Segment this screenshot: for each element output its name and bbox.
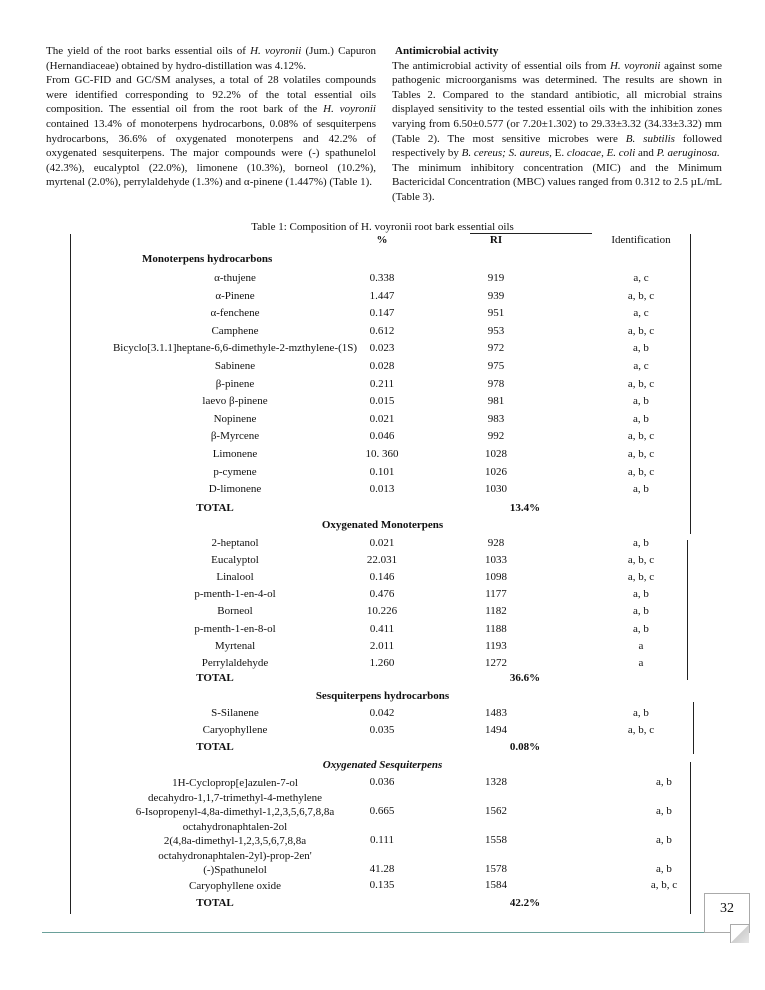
table-row: [0, 466, 765, 482]
percent-value: 0.135: [369, 879, 395, 891]
compound-name: [70, 776, 400, 805]
header-identification: Identification: [611, 234, 671, 246]
compound-name: Camphene: [211, 324, 259, 337]
table-row: [0, 623, 765, 639]
total-row: [0, 502, 765, 518]
identification-value: a, b, c: [627, 324, 655, 337]
ri-value: 1558: [485, 834, 507, 846]
identification-value: a, b: [633, 707, 649, 719]
total-row: [0, 741, 765, 757]
percent-value: 0.046: [369, 430, 395, 443]
section-oxy-sesquiterpens: Oxygenated Sesquiterpens: [322, 759, 443, 771]
table-row: [0, 395, 765, 411]
compound-name: α-Pinene: [215, 289, 255, 302]
percent-value: 0.101: [369, 465, 395, 478]
percent-value: 0.013: [369, 483, 395, 496]
table-row: [0, 272, 765, 288]
ri-value: 953: [487, 324, 505, 337]
ri-value: 978: [487, 377, 505, 390]
compound-name: laevo β-pinene: [202, 395, 268, 408]
table-row: [0, 834, 765, 864]
identification-value: a, b: [633, 342, 649, 355]
identification-value: a, c: [633, 307, 649, 320]
total-monoterpens: 13.4%: [509, 502, 541, 514]
identification-value: a, b, c: [627, 448, 655, 460]
table-row: [0, 342, 765, 358]
identification-value: a, b: [633, 395, 649, 408]
identification-value: a, b, c: [627, 724, 655, 736]
compound-name-line2: octahydronaphtalen-2ol: [182, 820, 288, 833]
percent-value: 0.042: [369, 707, 395, 719]
ri-value: 928: [487, 537, 505, 549]
compound-name-line2: decahydro-1,1,7-trimethyl-4-methylene: [147, 791, 323, 804]
page-curl-icon: [730, 924, 749, 943]
compound-name: Bicyclo[3.1.1]heptane-6,6-dimethyle-2-mzthylene-(1S): [112, 342, 358, 355]
identification-value: a: [638, 639, 644, 652]
percent-value: 0.665: [369, 805, 395, 817]
percent-value: 0.111: [370, 834, 394, 846]
percent-value: 0.411: [369, 622, 395, 635]
total-row: [0, 897, 765, 913]
percent-value: 1.260: [369, 656, 395, 669]
total-label: TOTAL: [196, 741, 234, 753]
table-row: [0, 724, 765, 740]
percent-value: 0.035: [369, 724, 395, 736]
total-label: TOTAL: [196, 897, 234, 909]
ri-value: 1182: [485, 605, 507, 618]
table-row: [0, 307, 765, 323]
compound-name: D-limonene: [208, 483, 262, 496]
compound-name: Caryophyllene: [202, 724, 268, 736]
percent-value: 0.338: [369, 272, 395, 284]
ri-value: 1193: [485, 639, 507, 652]
table-row: [0, 554, 765, 570]
identification-value: a, b: [633, 537, 649, 549]
table-header-row: [0, 234, 765, 250]
total-oxy-sesquiterpens: 42.2%: [509, 897, 541, 909]
compound-name: Nopinene: [213, 412, 257, 425]
compound-name: Borneol: [217, 605, 253, 618]
ri-value: 1030: [485, 483, 507, 496]
percent-value: 0.021: [369, 537, 395, 549]
table-row: [0, 605, 765, 621]
percent-value: 22.031: [366, 554, 398, 567]
table-row: [0, 448, 765, 464]
compound-name-line1: 2(4,8a-dimethyl-1,2,3,5,6,7,8,8a: [163, 835, 307, 847]
identification-value: a, b: [656, 863, 672, 875]
ri-value: 1177: [485, 588, 507, 601]
left-column: [46, 44, 376, 190]
table-row: [0, 430, 765, 446]
identification-value: a, b, c: [627, 571, 655, 584]
ri-value: 1188: [485, 622, 507, 635]
ri-value: 951: [487, 307, 505, 320]
total-row: [0, 672, 765, 688]
percent-value: 2.011: [369, 639, 395, 652]
identification-value: a, c: [633, 272, 649, 284]
compound-name: Myrtenal: [214, 639, 256, 652]
composition-paragraph: From GC-FID and GC/SM analyses, a total of 28 volatiles compounds were identified corresponding to 92.2% of the total essential oils composition. The essential oil from the root bark of the H. voyronii contained 13.4% of monoterpens hydrocarbons, 0.08% of sesquiterpens hydrocarbons, 36.6% of oxygenated monoterpens and 42.2% of oxygenated sesquiterpens. The major compounds were (-) spathunelol (42.3%), eucalyptol (22.0%), limonene (10.3%), borneol (10.2%), myrtenal (2.0%), perrylaldehyde (1.3%) and α-pinene (1.447%) (Table 1).: [46, 74, 376, 189]
percent-value: 0.476: [369, 588, 395, 601]
compound-name-line1: Caryophyllene oxide: [189, 880, 281, 892]
ri-value: 983: [487, 412, 505, 425]
page-number: 32: [720, 901, 734, 916]
compound-name: β-pinene: [215, 377, 255, 390]
section-heading: Antimicrobial activity: [395, 45, 499, 57]
compound-name: [70, 834, 400, 863]
compound-name: S-Silanene: [211, 707, 259, 719]
yield-paragraph: The yield of the root barks essential oils of H. voyronii (Jum.) Capuron (Hernandiaceae) obtained by hydro-distillation was 4.12%.: [46, 45, 377, 72]
compound-name: [70, 805, 400, 834]
compound-name: α-fenchene: [210, 307, 260, 320]
section-title-row: [0, 690, 765, 706]
identification-value: a, b, c: [627, 289, 655, 302]
table-row: [0, 360, 765, 376]
total-label: TOTAL: [196, 672, 234, 684]
table-row: [0, 657, 765, 673]
table-row: [0, 413, 765, 429]
compound-name: [70, 863, 400, 878]
percent-value: 0.015: [369, 395, 395, 408]
compound-name-line2: octahydronaphtalen-2yl)-prop-2en': [158, 849, 312, 862]
footer-rule: [42, 932, 722, 933]
ri-value: 1033: [485, 554, 507, 567]
percent-value: 0.036: [369, 776, 395, 788]
mic-paragraph: The minimum inhibitory concentration (MIC) and the Minimum Bactericidal Concentration (MBC) values ranged from 0.312 to 2.5 µL/mL (Table 3).: [392, 161, 722, 203]
compound-name: 2-heptanol: [211, 537, 259, 549]
header-ri: RI: [489, 234, 503, 246]
compound-name-line1: 1H-Cycloprop[e]azulen-7-ol: [172, 777, 298, 789]
compound-name: p-menth-1-en-4-ol: [194, 588, 276, 601]
table-row: [0, 805, 765, 835]
table-row: [0, 588, 765, 604]
ri-value: 1562: [485, 805, 507, 817]
ri-value: 1098: [485, 571, 507, 584]
table-row: [0, 879, 765, 895]
section-oxy-monoterpens: Oxygenated Monoterpens: [321, 519, 444, 531]
percent-value: 10.226: [366, 605, 398, 618]
identification-value: a, b: [656, 834, 672, 846]
percent-value: 41.28: [369, 863, 395, 875]
compound-name-line1: (-)Spathunelol: [203, 864, 267, 876]
table-row: [0, 325, 765, 341]
compound-name: Perrylaldehyde: [201, 656, 269, 669]
ri-value: 1328: [485, 776, 507, 788]
compound-name: Eucalyptol: [211, 554, 259, 567]
ri-value: 972: [487, 342, 505, 355]
table-row: [0, 571, 765, 587]
section-title-row: [0, 759, 765, 775]
identification-value: a, b: [633, 622, 649, 635]
identification-value: a, b, c: [627, 554, 655, 567]
percent-value: 0.146: [369, 571, 395, 584]
percent-value: 0.612: [369, 324, 395, 337]
section-monoterpens: Monoterpens hydrocarbons: [142, 253, 273, 265]
identification-value: a, b: [633, 483, 649, 496]
ri-value: 939: [487, 289, 505, 302]
ri-value: 1028: [485, 448, 507, 460]
total-label: TOTAL: [196, 502, 234, 514]
percent-value: 0.028: [369, 360, 395, 372]
identification-value: a, b, c: [627, 377, 655, 390]
table-row: [0, 863, 765, 879]
identification-value: a, c: [633, 360, 649, 372]
table-caption: Table 1: Composition of H. voyronii root bark essential oils: [251, 221, 514, 233]
table-row: [0, 290, 765, 306]
antimicrobial-paragraph: The antimicrobial activity of essential oils from H. voyronii against some pathogenic microorganisms was determined. The results are shown in Tables 2. Compared to the standard antibiotic, all microbial strains displayed sensitivity to the tested essential oils with the inhibition zones varying from 6.50±0.577 (or 7.20±1.302) to 29.33±3.32 (34.33±3.32) mm (Table 2). The most sensitive microbes were B. subtilis followed respectively by B. cereus; S. aureus, E. cloacae, E. coli and P. aeruginosa.: [392, 59, 722, 160]
compound-name: p-menth-1-en-8-ol: [194, 622, 276, 635]
compound-name: [70, 879, 400, 894]
table-row: [0, 378, 765, 394]
compound-name: p-cymene: [213, 465, 257, 478]
total-sesquiterpens: 0.08%: [509, 741, 541, 753]
table-row: [0, 640, 765, 656]
ri-value: 1494: [485, 724, 507, 736]
percent-value: 0.147: [369, 307, 395, 320]
total-oxy-monoterpens: 36.6%: [509, 672, 541, 684]
table-row: [0, 537, 765, 553]
ri-value: 919: [487, 272, 505, 284]
header-percent: %: [376, 234, 388, 246]
table-row: [0, 707, 765, 723]
ri-value: 1578: [485, 863, 507, 875]
compound-name: Sabinene: [214, 360, 256, 372]
ri-value: 1026: [485, 465, 507, 478]
right-column: [392, 44, 722, 205]
percent-value: 10. 360: [365, 448, 399, 460]
identification-value: a, b, c: [627, 465, 655, 478]
ri-value: 992: [487, 430, 505, 443]
ri-value: 975: [487, 360, 505, 372]
ri-value: 1584: [485, 879, 507, 891]
compound-name: Linalool: [216, 571, 254, 584]
compound-name: β-Myrcene: [210, 430, 260, 443]
table-row: [0, 776, 765, 806]
section-title-row: [0, 253, 765, 269]
section-title-row: [0, 519, 765, 535]
compound-name-line1: 6-Isopropenyl-4,8a-dimethyl-1,2,3,5,6,7,8,8a: [135, 806, 335, 818]
identification-value: a, b: [633, 605, 649, 618]
ri-value: 981: [487, 395, 505, 408]
percent-value: 1.447: [369, 289, 395, 302]
identification-value: a, b: [633, 412, 649, 425]
ri-value: 1483: [485, 707, 507, 719]
identification-value: a, b, c: [627, 430, 655, 443]
identification-value: a, b, c: [650, 879, 678, 891]
ri-value: 1272: [485, 656, 507, 669]
identification-value: a, b: [633, 588, 649, 601]
identification-value: a, b: [656, 805, 672, 817]
percent-value: 0.023: [369, 342, 395, 355]
section-sesquiterpens: Sesquiterpens hydrocarbons: [315, 690, 450, 702]
identification-value: a: [638, 656, 644, 669]
identification-value: a, b: [656, 776, 672, 788]
percent-value: 0.211: [369, 377, 395, 390]
table-row: [0, 483, 765, 499]
compound-name: Limonene: [212, 448, 258, 460]
compound-name: α-thujene: [214, 272, 256, 284]
percent-value: 0.021: [369, 412, 395, 425]
